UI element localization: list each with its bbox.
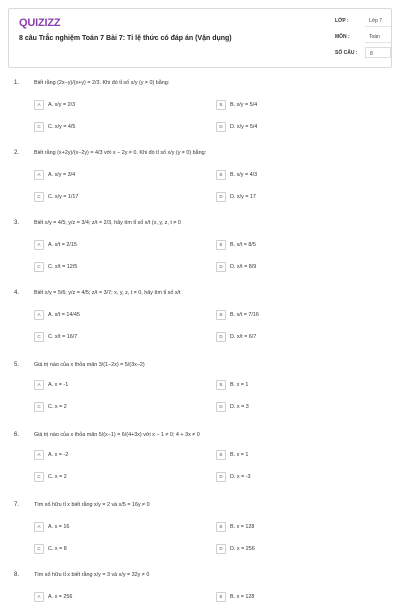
option-text: B. x/y = 5/4 [230,102,258,108]
option-text: A. x = 16 [48,524,70,530]
question-text: Biết rằng (2x−y)/(x+y) = 2/3. Khi đó tỉ số x/y (y ≠ 0) bằng: [34,80,170,86]
option-text: C. x = 8 [48,546,67,552]
option-text: C. x/y = 1/17 [48,194,79,200]
option-text: C. x = 2 [48,474,67,480]
option-letter-box: A [34,450,44,460]
option-letter-box: C [34,544,44,554]
option-letter-box: D [216,472,226,482]
option-letter-box: C [34,122,44,132]
option-text: A. x/y = 3/4 [48,172,76,178]
option-text: A. x = 256 [48,594,73,600]
option-letter-box: D [216,402,226,412]
question-number: 6. [14,432,20,438]
question-text: Giá trị nào của x thỏa mãn 3/(1−2x) = 5/(3x−2) [34,362,145,368]
question-number: 5. [14,362,20,368]
option-text: D. x/t = 6/7 [230,334,257,340]
count-value: 8 [365,47,391,58]
option-text: D. x = 3 [230,404,249,410]
option-letter-box: A [34,310,44,320]
option-letter-box: B [216,450,226,460]
option-letter-box: A [34,100,44,110]
option-letter-box: A [34,592,44,602]
option-letter-box: B [216,310,226,320]
count-label: SỐ CÂU : [335,50,358,56]
option-letter-box: A [34,380,44,390]
subject-label: MÔN : [335,34,350,40]
question-number: 4. [14,290,20,296]
option-letter-box: C [34,332,44,342]
subject-row [335,31,393,45]
option-letter-box: B [216,240,226,250]
option-text: D. x/t = 8/9 [230,264,257,270]
option-letter-box: B [216,100,226,110]
option-text: A. x = -1 [48,382,69,388]
option-letter-box: B [216,522,226,532]
option-letter-box: C [34,402,44,412]
option-letter-box: C [34,472,44,482]
option-letter-box: D [216,332,226,342]
option-text: B. x = 1 [230,452,249,458]
option-text: A. x/t = 2/15 [48,242,77,248]
question-text: Tìm số hữu tỉ x biết rằng x/y = 2 và x/5 = 16y ≠ 0 [34,502,150,508]
option-text: D. x = 256 [230,546,255,552]
option-letter-box: A [34,522,44,532]
option-text: C. x/t = 12/5 [48,264,78,270]
option-text: D. x = -3 [230,474,251,480]
option-text: B. x = 128 [230,524,255,530]
option-text: B. x = 1 [230,382,249,388]
class-row [335,15,393,29]
option-letter-box: D [216,262,226,272]
quizizz-logo: QUIZIZZ [19,17,61,29]
option-letter-box: B [216,170,226,180]
option-letter-box: B [216,592,226,602]
question-text: Giá trị nào của x thỏa mãn 5/(x−1) = 6/(4+3x) với x − 1 ≠ 0; 4 + 3x ≠ 0 [34,432,200,438]
question-number: 3. [14,220,20,226]
option-letter-box: D [216,122,226,132]
option-text: C. x/t = 16/7 [48,334,78,340]
subject-value: Toán [365,31,391,43]
count-row [335,47,393,61]
option-text: B. x/t = 7/16 [230,312,259,318]
worksheet-header [8,8,392,68]
question-number: 8. [14,572,20,578]
option-text: C. x/y = 4/5 [48,124,76,130]
question-text: Biết x/y = 4/5; y/z = 3/4; z/t = 2/3, hãy tìm tỉ số x/t (x, y, z, t ≠ 0 [34,220,181,226]
option-text: B. x/t = 8/5 [230,242,256,248]
option-text: A. x/y = 2/3 [48,102,76,108]
option-text: B. x/y = 4/3 [230,172,258,178]
option-text: D. x/y = 17 [230,194,256,200]
option-text: A. x = -2 [48,452,69,458]
option-text: B. x = 128 [230,594,255,600]
option-text: C. x = 2 [48,404,67,410]
question-text: Biết x/y = 5/6; y/z = 4/5; z/t = 3/7; x, y, z, t ≠ 0, hãy tìm tỉ số x/t [34,290,181,296]
option-letter-box: C [34,262,44,272]
worksheet-title: 8 câu Trắc nghiệm Toán 7 Bài 7: Tỉ lệ thức có đáp án (Vận dụng) [19,35,232,42]
option-text: D. x/y = 5/4 [230,124,258,130]
question-number: 2. [14,150,20,156]
question-text: Tìm số hữu tỉ x biết rằng x/y = 3 và x/y = 32y ≠ 0 [34,572,150,578]
class-label: LỚP : [335,18,349,24]
option-letter-box: D [216,192,226,202]
question-text: Biết rằng (x+2y)/(x−2y) = 4/3 với x − 2y ≠ 0. Khi đó tỉ số x/y (y ≠ 0) bằng: [34,150,207,156]
option-letter-box: D [216,544,226,554]
option-letter-box: A [34,170,44,180]
question-number: 7. [14,502,20,508]
option-letter-box: B [216,380,226,390]
question-number: 1. [14,80,20,86]
option-letter-box: A [34,240,44,250]
class-value: Lớp 7 [365,15,391,27]
option-letter-box: C [34,192,44,202]
option-text: A. x/t = 14/45 [48,312,80,318]
